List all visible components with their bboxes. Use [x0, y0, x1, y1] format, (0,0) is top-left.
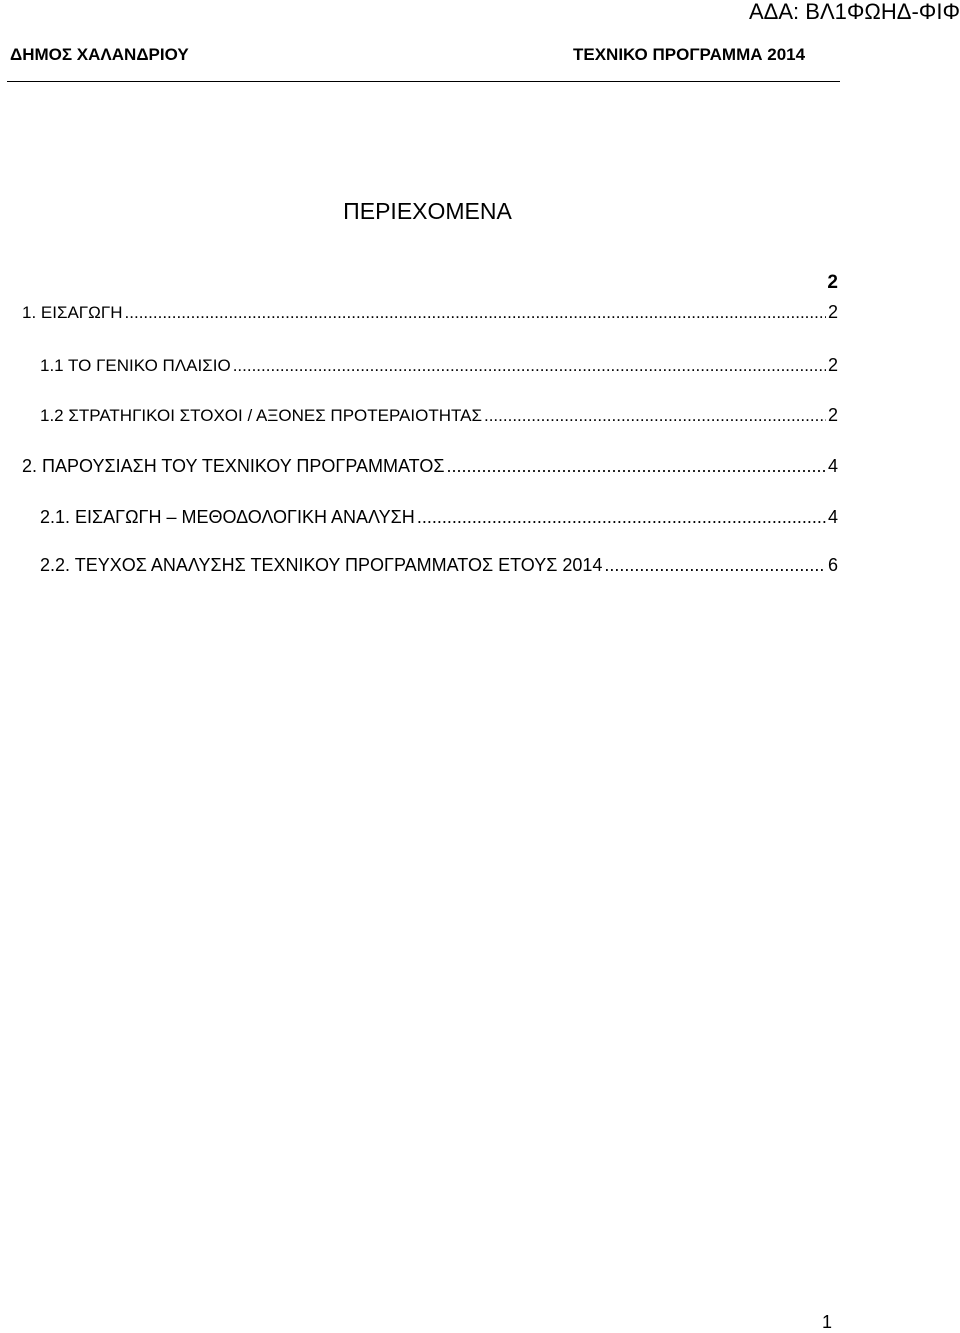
toc-entry-text: 2.1. ΕΙΣΑΓΩΓΗ – ΜΕΘΟΔΟΛΟΓΙΚΗ ΑΝΑΛΥΣΗ — [40, 507, 415, 527]
toc-entry-page: 2 — [827, 302, 838, 322]
toc-first-page-number: 2 — [827, 272, 838, 293]
toc-dot-leader — [446, 456, 826, 477]
toc-entry-text: 1. ΕΙΣΑΓΩΓΗ — [22, 303, 123, 322]
toc-title: ΠΕΡΙΕΧΟΜΕΝΑ — [343, 198, 512, 224]
toc-entry-1-2[interactable] — [40, 405, 838, 426]
toc-entry-text: 2. ΠΑΡΟΥΣΙΑΣΗ ΤΟΥ ΤΕΧΝΙΚΟΥ ΠΡΟΓΡΑΜΜΑΤΟΣ — [22, 456, 445, 476]
toc-entry-page: 6 — [827, 555, 838, 575]
toc-entry-2-2[interactable] — [40, 555, 838, 576]
toc-dot-leader — [417, 507, 826, 528]
toc-entry-page: 4 — [827, 456, 838, 476]
toc-dot-leader — [125, 303, 826, 323]
toc-dot-leader — [233, 356, 826, 376]
toc-entry-page: 4 — [827, 507, 838, 527]
footer-page-number: 1 — [822, 1312, 833, 1332]
toc-entry-2-1[interactable] — [40, 507, 838, 528]
toc-entry-text: 1.1 ΤΟ ΓΕΝΙΚΟ ΠΛΑΙΣΙΟ — [40, 356, 231, 375]
toc-entry-1-1[interactable] — [40, 355, 838, 376]
toc-entry-2[interactable] — [22, 456, 838, 477]
toc-entry-text: 1.2 ΣΤΡΑΤΗΓΙΚΟΙ ΣΤΟΧΟΙ / ΑΞΟΝΕΣ ΠΡΟΤΕΡΑΙΟΤΗΤΑΣ — [40, 406, 482, 425]
toc-dot-leader — [484, 406, 826, 426]
toc-entry-page: 2 — [827, 355, 838, 375]
toc-entry-text: 2.2. ΤΕΥΧΟΣ ΑΝΑΛΥΣΗΣ ΤΕΧΝΙΚΟΥ ΠΡΟΓΡΑΜΜΑΤΟΣ ΕΤΟΥΣ 2014 — [40, 555, 603, 575]
header-document-title: ΤΕΧΝΙΚΟ ΠΡΟΓΡΑΜΜΑ 2014 — [573, 45, 806, 64]
header-divider — [7, 81, 840, 82]
toc-dot-leader — [604, 555, 826, 576]
header-municipality: ΔΗΜΟΣ ΧΑΛΑΝΔΡΙΟΥ — [10, 45, 189, 64]
toc-entry-page: 2 — [827, 405, 838, 425]
ada-code: ΑΔΑ: ΒΛ1ΦΩΗΔ-ΦΙΦ — [749, 0, 960, 24]
toc-entry-1[interactable] — [22, 302, 838, 323]
